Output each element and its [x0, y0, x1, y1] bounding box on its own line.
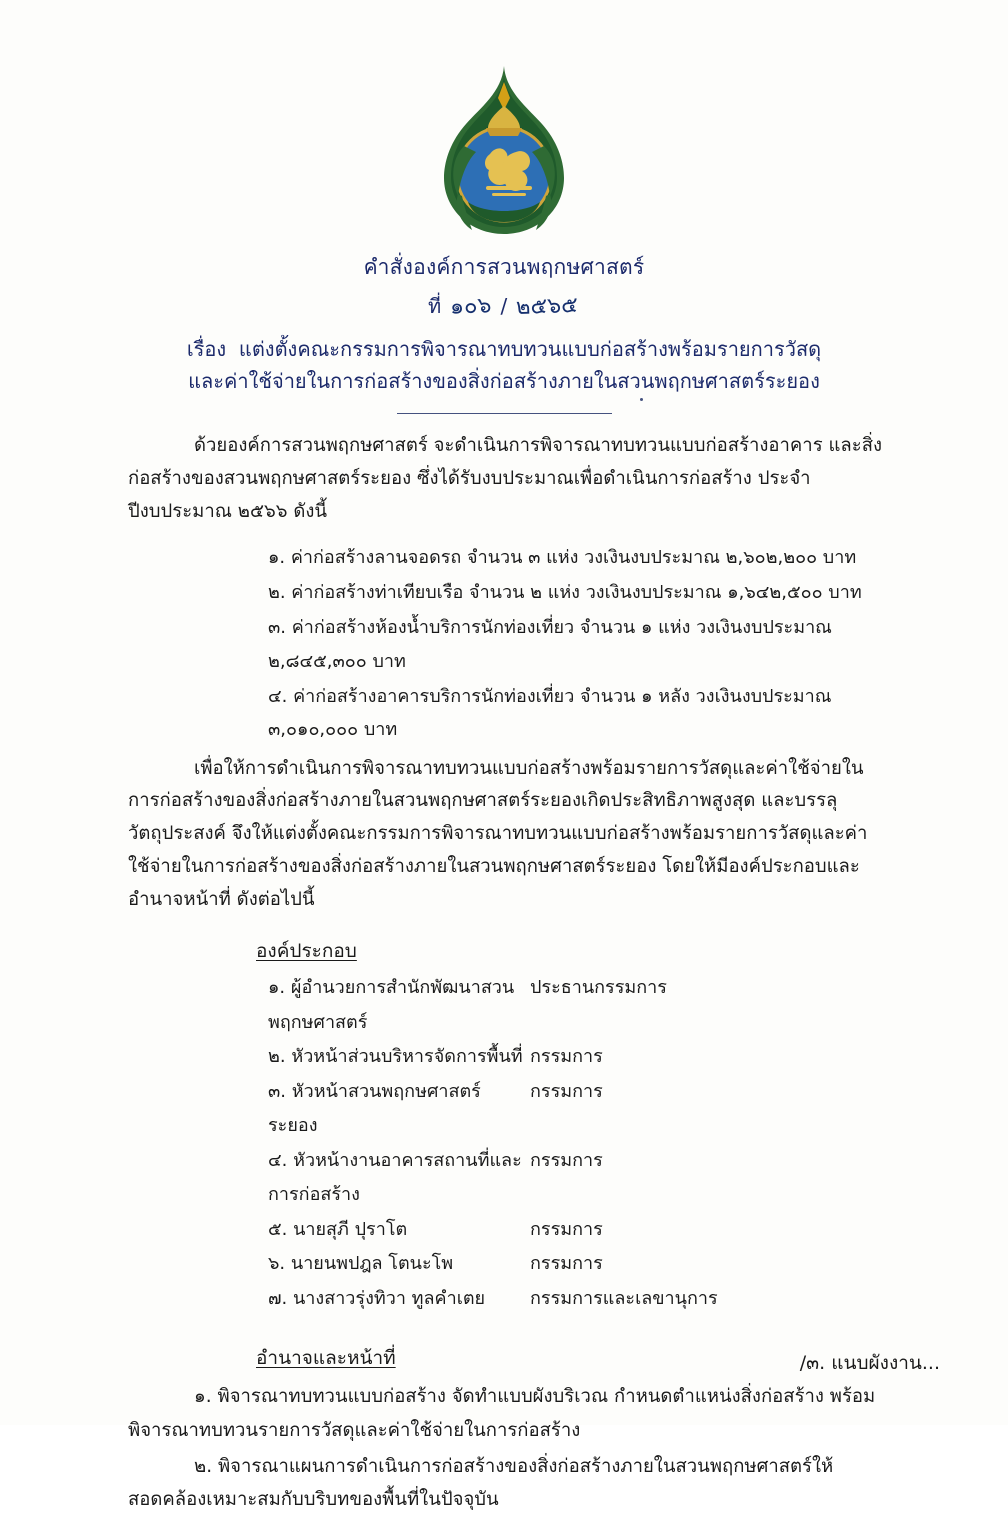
- budget-item: ๔. ค่าก่อสร้างอาคารบริการนักท่องเที่ยว จำนวน ๑ หลัง วงเงินงบประมาณ ๓,๐๑๐,๐๐๐ บาท: [268, 685, 832, 741]
- document-number-prefix: ที่: [427, 293, 442, 318]
- document-number-year: ๒๕๖๕: [515, 292, 579, 320]
- member-role: กรรมการและเลขานุการ: [530, 1287, 718, 1309]
- member-name: ๔. หัวหน้างานอาคารสถานที่และการก่อสร้าง: [268, 1149, 522, 1206]
- member-role: กรรมการ: [530, 1253, 603, 1275]
- duties-list: [128, 1380, 888, 1517]
- subject-line-1: แต่งตั้งคณะกรรมการพิจารณาทบทวนแบบก่อสร้างพร้อมรายการวัสดุ: [238, 336, 822, 361]
- budget-item: ๒. ค่าก่อสร้างท่าเทียบเรือ จำนวน ๒ แห่ง วงเงินงบประมาณ ๑,๖๔๒,๕๐๐ บาท: [268, 582, 862, 604]
- subject-line-2: และค่าใช้จ่ายในการก่อสร้างของสิ่งก่อสร้างภายในสวนพฤกษศาสตร์ระยอง: [188, 368, 820, 393]
- composition-heading: องค์ประกอบ: [256, 940, 357, 963]
- member-role: กรรมการ: [530, 1046, 603, 1068]
- member-name: ๑. ผู้อำนวยการสำนักพัฒนาสวนพฤกษศาสตร์: [268, 976, 515, 1033]
- list-item: [128, 1282, 888, 1317]
- list-item: [128, 971, 888, 1040]
- purpose-paragraph: เพื่อให้การดำเนินการพิจารณาทบทวนแบบก่อสร้างพร้อมรายการวัสดุและค่าใช้จ่ายในการก่อสร้างของสิ่งก่อสร้างภายในสวนพฤกษศาสตร์ระยองเกิดประสิทธิภาพสูงสุด และบรรลุวัตถุประสงค์ จึงให้แต่งตั้งคณะกรรมการพิจารณาทบทวนแบบก่อสร้างพร้อมรายการวัสดุและค่าใช้จ่ายในการก่อสร้างของสิ่งก่อสร้างภายในสวนพฤกษศาสตร์ระยอง โดยให้มีองค์ประกอบและอำนาจหน้าที่ ดังต่อไปนี้: [128, 757, 868, 911]
- document-subject: [0, 333, 1008, 397]
- member-name: ๓. หัวหน้าสวนพฤกษศาสตร์ระยอง: [268, 1080, 481, 1137]
- intro-paragraph: ด้วยองค์การสวนพฤกษศาสตร์ จะดำเนินการพิจารณาทบทวนแบบก่อสร้างอาคาร และสิ่งก่อสร้างของสวนพฤกษศาสตร์ระยอง ซึ่งได้รับงบประมาณเพื่อดำเนินการก่อสร้าง ประจำปีงบประมาณ ๒๕๖๖ ดังนี้: [128, 435, 883, 522]
- list-item: [128, 1144, 888, 1213]
- footer-continuation-note: /๓. แนบผังงาน...: [799, 1352, 940, 1374]
- committee-member-list: [128, 971, 888, 1316]
- duty-item: ๒. พิจารณาแผนการดำเนินการก่อสร้างของสิ่งก่อสร้างภายในสวนพฤกษศาสตร์ให้สอดคล้องเหมาะสมกับบริบทของพื้นที่ในปัจจุบัน: [128, 1455, 834, 1511]
- member-role: กรรมการ: [530, 1218, 603, 1240]
- member-name: ๕. นายสุภี ปุราโต: [268, 1218, 408, 1240]
- budget-item: ๑. ค่าก่อสร้างลานจอดรถ จำนวน ๓ แห่ง วงเงินงบประมาณ ๒,๖๐๒,๒๐๐ บาท: [268, 546, 857, 568]
- document-number: [0, 288, 1008, 323]
- duty-item: ๑. พิจารณาทบทวนแบบก่อสร้าง จัดทำแบบผังบริเวณ กำหนดตำแหน่งสิ่งก่อสร้าง พร้อมพิจารณาทบทวนรายการวัสดุและค่าใช้จ่ายในการก่อสร้าง: [128, 1386, 876, 1441]
- emblem-container: [0, 62, 1008, 247]
- header-divider-dot: [640, 398, 643, 401]
- budget-item-list: [128, 541, 888, 747]
- document-number-value: ๑๐๖: [449, 292, 492, 320]
- member-role: กรรมการ: [530, 1080, 603, 1102]
- member-name: ๗. นางสาวรุ่งทิวา ทูลคำเตย: [268, 1287, 486, 1309]
- member-name: ๖. นายนพปฎล โตนะโพ: [268, 1253, 454, 1275]
- subject-label: เรื่อง: [186, 336, 227, 361]
- budget-item: ๓. ค่าก่อสร้างห้องน้ำบริการนักท่องเที่ยว จำนวน ๑ แห่ง วงเงินงบประมาณ ๒,๘๔๕,๓๐๐ บาท: [268, 617, 832, 672]
- document-header: [0, 252, 1008, 414]
- list-item: [128, 1075, 888, 1144]
- page-title: คำสั่งองค์การสวนพฤกษศาสตร์: [363, 255, 645, 279]
- member-role: กรรมการ: [530, 1149, 603, 1171]
- royal-park-emblem-icon: [424, 62, 584, 247]
- member-name: ๒. หัวหน้าส่วนบริหารจัดการพื้นที่: [268, 1046, 523, 1068]
- member-role: ประธานกรรมการ: [530, 976, 667, 998]
- document-number-separator: /: [500, 293, 508, 318]
- header-divider: [397, 413, 612, 414]
- list-item: [128, 1213, 888, 1248]
- duties-heading: อำนาจและหน้าที่: [256, 1347, 396, 1370]
- list-item: [128, 1247, 888, 1282]
- list-item: [128, 1040, 888, 1075]
